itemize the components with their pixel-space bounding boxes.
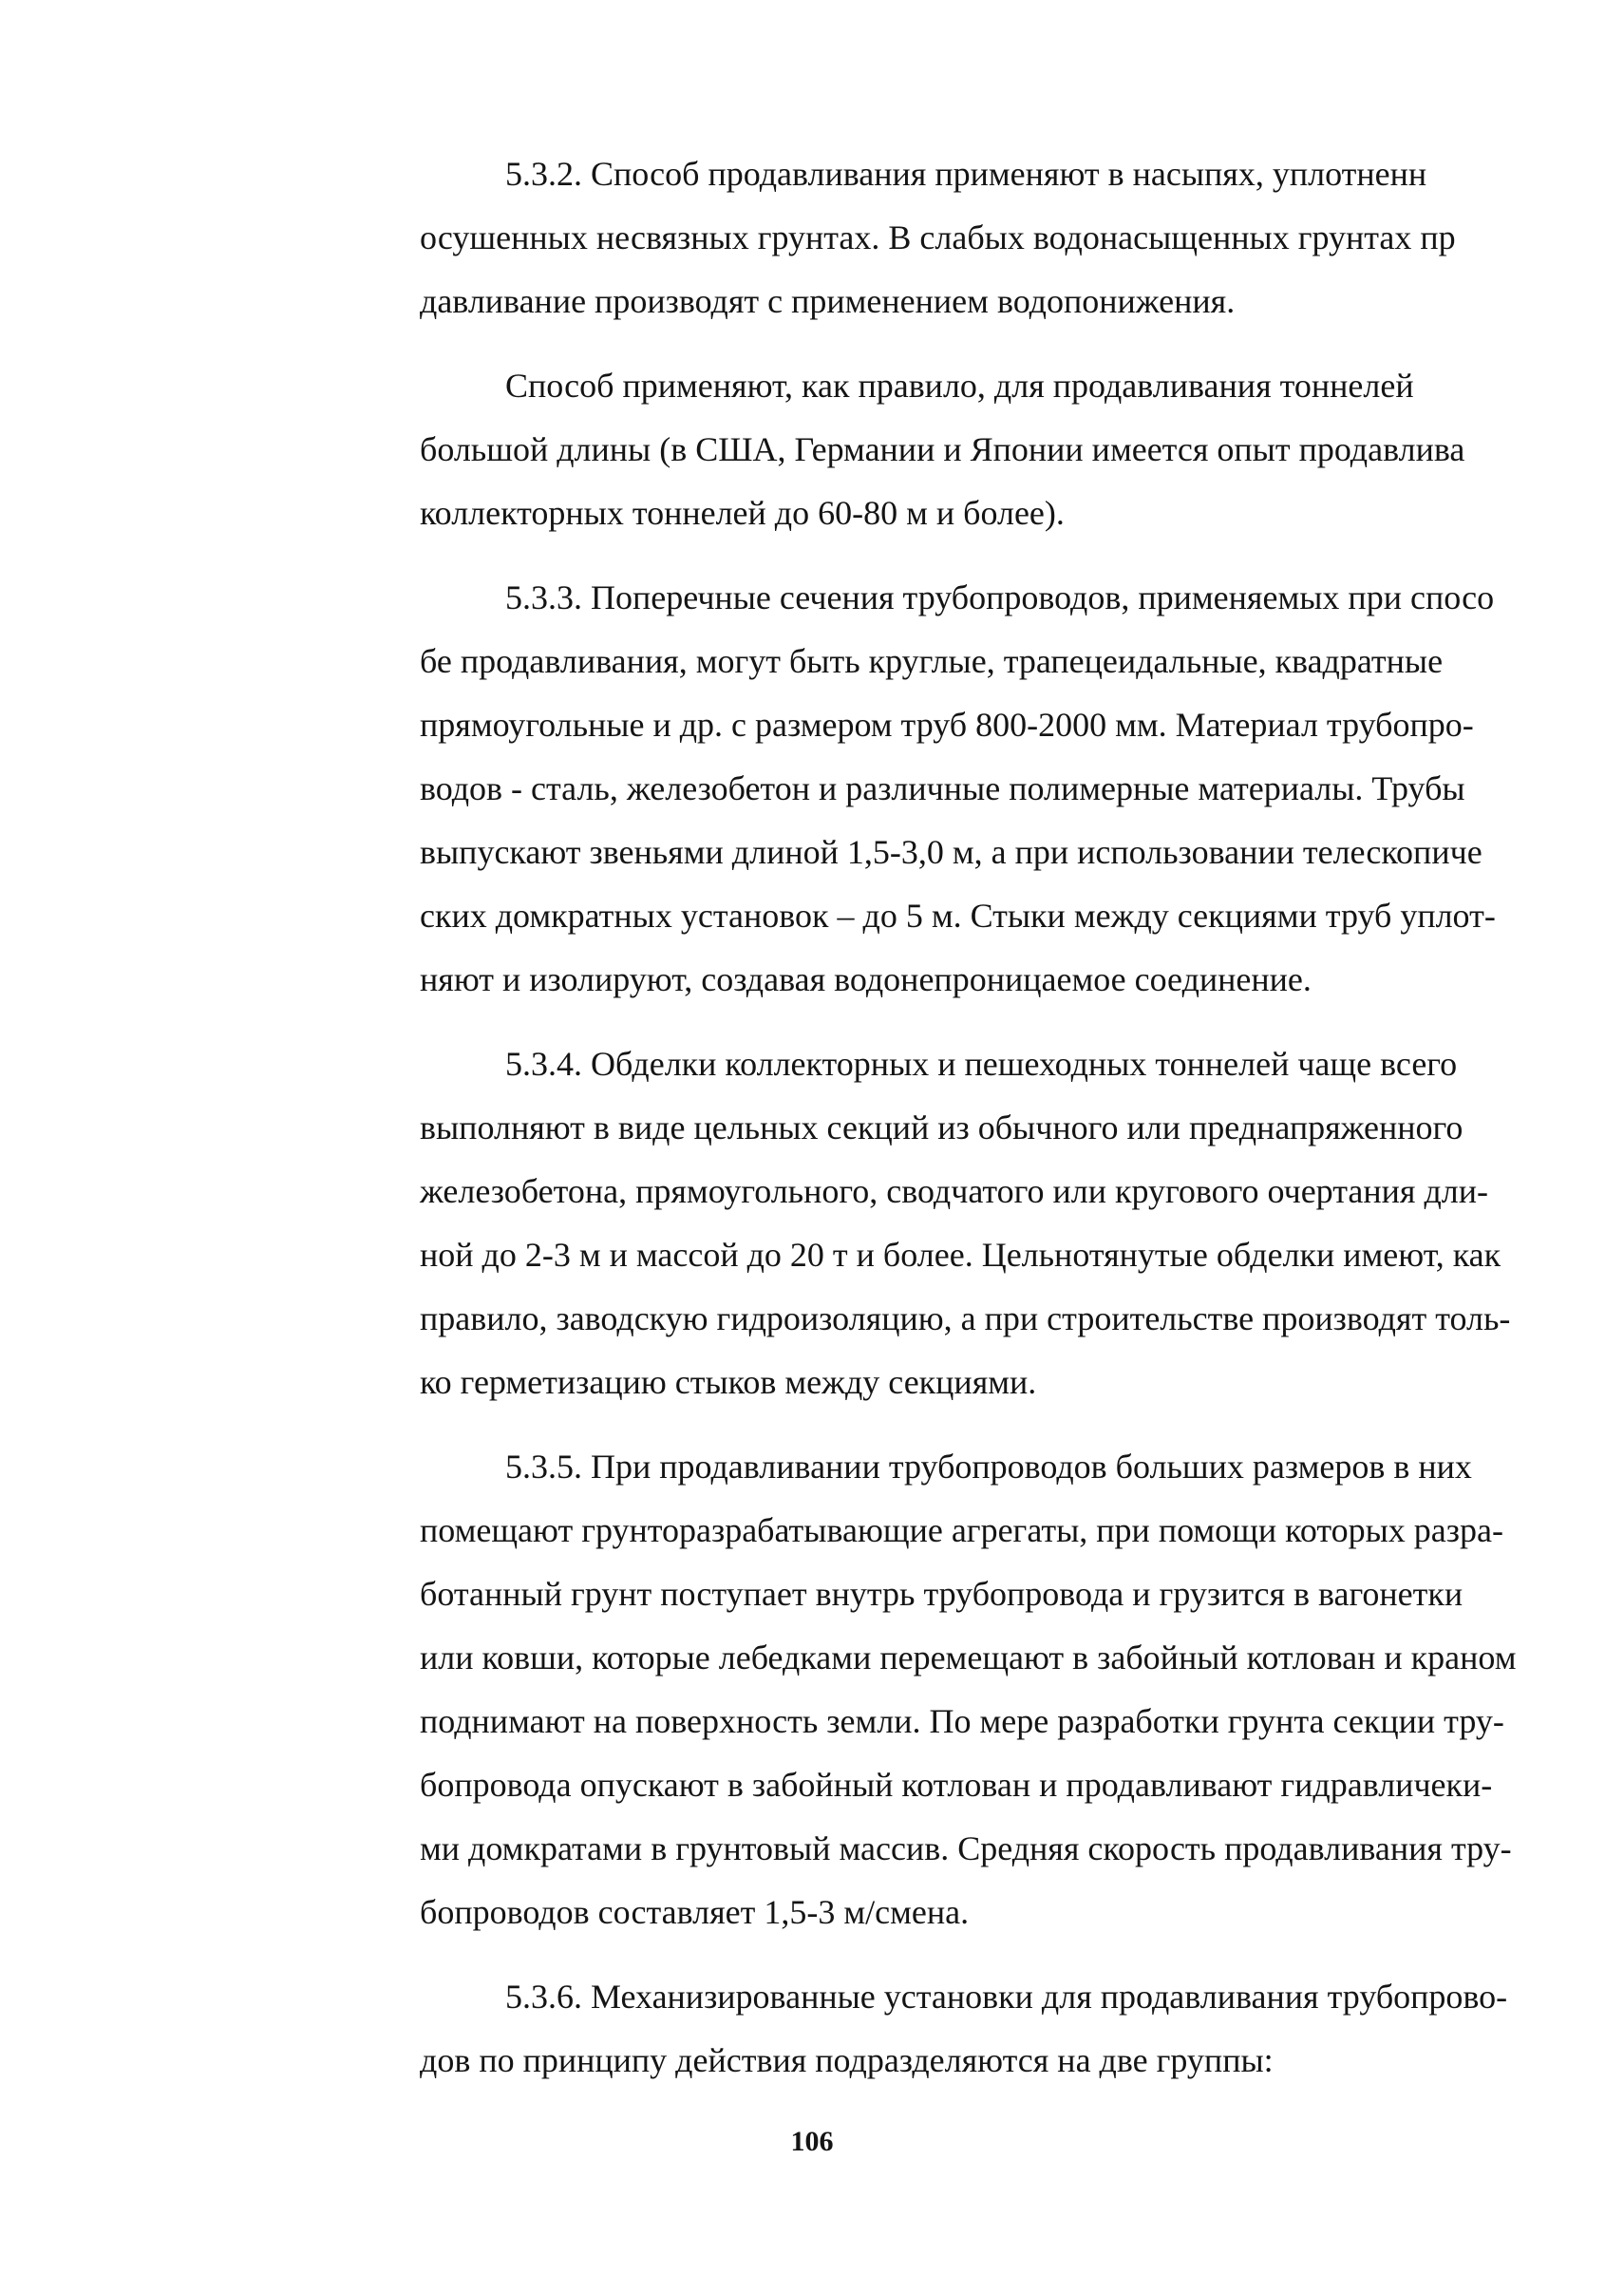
text-line: поднимают на поверхность земли. По мере разработки грунта секции тру- bbox=[420, 1702, 1504, 1740]
text-line: правило, заводскую гидроизоляцию, а при строительстве производят толь- bbox=[420, 1299, 1511, 1337]
paragraph-5-3-4 bbox=[420, 1032, 1624, 1414]
text-line: железобетона, прямоугольного, сводчатого или кругового очертания дли- bbox=[420, 1172, 1488, 1210]
text-line: дов по принципу действия подразделяются на две группы: bbox=[420, 2041, 1274, 2079]
text-line: помещают грунторазрабатывающие агрегаты, при помощи которых разра- bbox=[420, 1511, 1503, 1549]
text-line: бопроводов составляет 1,5-3 м/смена. bbox=[420, 1893, 970, 1931]
paragraph-5-3-5 bbox=[420, 1435, 1624, 1944]
text-line: водов - сталь, железобетон и различные полимерные материалы. Трубы bbox=[420, 769, 1465, 807]
text-line: бопровода опускают в забойный котлован и продавливают гидравличеки- bbox=[420, 1766, 1493, 1804]
paragraph-method-usage bbox=[420, 354, 1624, 545]
text-line: 5.3.5. При продавливании трубопроводов больших размеров в них bbox=[505, 1448, 1472, 1486]
text-line: или ковши, которые лебедками перемещают в забойный котлован и краном bbox=[420, 1638, 1517, 1676]
text-line: прямоугольные и др. с размером труб 800-2000 мм. Материал трубопро- bbox=[420, 706, 1474, 744]
text-line: 5.3.3. Поперечные сечения трубопроводов, применяемых при спосо bbox=[505, 578, 1495, 616]
text-line: ми домкратами в грунтовый массив. Средняя скорость продавливания тру- bbox=[420, 1829, 1512, 1867]
paragraph-5-3-2 bbox=[420, 142, 1624, 333]
text-line: осушенных несвязных грунтах. В слабых водонасыщенных грунтах пр bbox=[420, 218, 1456, 256]
text-line: выполняют в виде цельных секций из обычного или преднапряженного bbox=[420, 1108, 1463, 1146]
text-line: няют и изолируют, создавая водонепроницаемое соединение. bbox=[420, 960, 1312, 998]
text-line: Способ применяют, как правило, для продавливания тоннелей bbox=[505, 367, 1414, 405]
paragraph-5-3-3 bbox=[420, 566, 1624, 1012]
text-line: выпускают звеньями длиной 1,5-3,0 м, а при использовании телескопиче bbox=[420, 833, 1482, 871]
page-number: 106 bbox=[790, 2126, 834, 2157]
text-line: бе продавливания, могут быть круглые, трапецеидальные, квадратные bbox=[420, 642, 1444, 680]
text-line: 5.3.4. Обделки коллекторных и пешеходных тоннелей чаще всего bbox=[505, 1045, 1458, 1083]
text-line: давливание производят с применением водопонижения. bbox=[420, 282, 1236, 320]
text-line: ко герметизацию стыков между секциями. bbox=[420, 1363, 1037, 1401]
text-line: большой длины (в США, Германии и Японии имеется опыт продавлива bbox=[420, 430, 1465, 468]
paragraph-5-3-6 bbox=[420, 1965, 1624, 2093]
text-line: коллекторных тоннелей до 60-80 м и более). bbox=[420, 494, 1065, 532]
text-line: ботанный грунт поступает внутрь трубопровода и грузится в вагонетки bbox=[420, 1575, 1463, 1613]
text-column bbox=[420, 142, 1624, 2093]
text-line: 5.3.2. Способ продавливания применяют в насыпях, уплотненн bbox=[505, 155, 1427, 193]
text-line: ских домкратных установок – до 5 м. Стыки между секциями труб уплот- bbox=[420, 897, 1496, 935]
text-line: ной до 2-3 м и массой до 20 т и более. Цельнотянутые обделки имеют, как bbox=[420, 1236, 1501, 1274]
text-line: 5.3.6. Механизированные установки для продавливания трубопрово- bbox=[505, 1978, 1508, 2016]
